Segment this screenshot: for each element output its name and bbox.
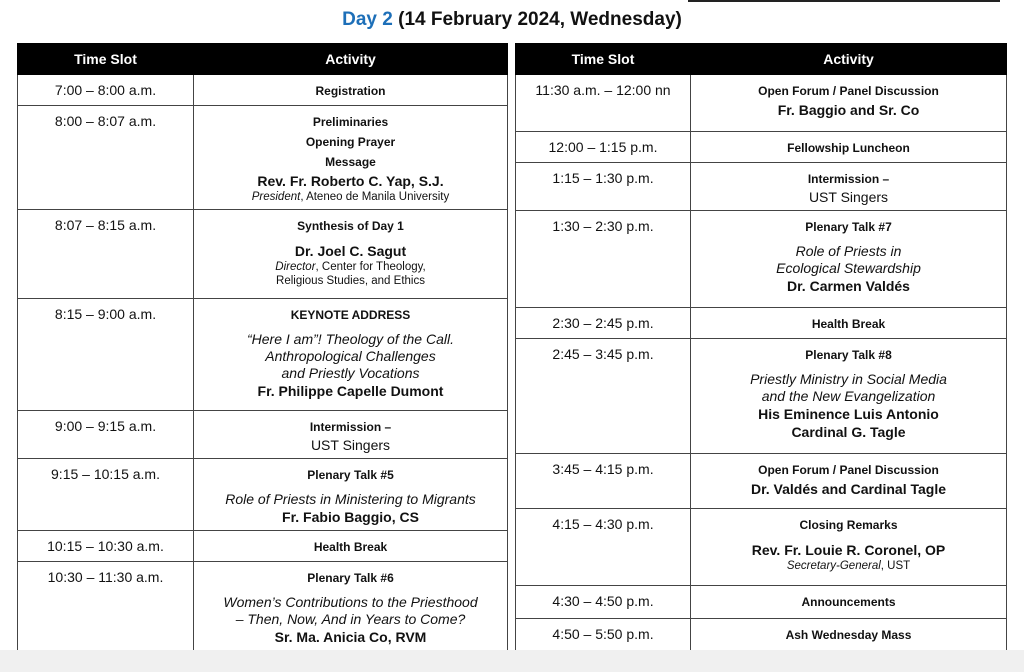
schedule-row <box>18 106 508 210</box>
talk-title: – Then, Now, And in Years to Come? <box>235 611 466 627</box>
time-slot-cell: 4:30 – 4:50 p.m. <box>516 586 691 619</box>
schedule-row <box>516 132 1007 163</box>
activity-cell <box>194 562 508 657</box>
time-slot-cell: 4:50 – 5:50 p.m. <box>516 619 691 653</box>
position-title: Secretary-General <box>786 560 881 572</box>
schedule-table-left <box>17 43 508 657</box>
speaker-name: Cardinal G. Tagle <box>791 424 906 440</box>
activity-label: KEYNOTE ADDRESS <box>290 308 411 322</box>
activity-label: Registration <box>315 84 386 98</box>
activity-cell <box>691 308 1007 339</box>
speaker-name: Sr. Ma. Anicia Co, RVM <box>274 629 427 645</box>
activity-label: Plenary Talk #5 <box>307 468 394 482</box>
speaker-name: Dr. Valdés and Cardinal Tagle <box>750 481 947 497</box>
activity-label: Closing Remarks <box>799 518 898 532</box>
activity-text: UST Singers <box>310 437 391 453</box>
activity-text: UST Singers <box>808 189 889 205</box>
date-label: (14 February 2024, Wednesday) <box>392 9 682 30</box>
activity-header: Activity <box>691 44 1007 75</box>
speaker-name: Rev. Fr. Louie R. Coronel, OP <box>751 542 946 558</box>
activity-label: Fellowship Luncheon <box>787 141 910 155</box>
affiliation-rest: , Ateneo de Manila University <box>300 191 450 203</box>
page-bottom-margin <box>0 650 1024 672</box>
time-slot-cell: 10:15 – 10:30 a.m. <box>18 531 194 562</box>
talk-title: Role of Priests in Ministering to Migrants <box>225 491 476 507</box>
activity-label: Intermission – <box>807 172 890 186</box>
talk-title: Women’s Contributions to the Priesthood <box>223 594 478 610</box>
schedule-row <box>18 299 508 411</box>
schedule-row <box>18 411 508 459</box>
position-title: President <box>251 191 301 203</box>
schedule-row <box>18 75 508 106</box>
activity-label: Open Forum / Panel Discussion <box>758 463 939 477</box>
affiliation-text <box>198 260 503 274</box>
schedule-row <box>516 586 1007 619</box>
time-slot-header: Time Slot <box>516 44 691 75</box>
activity-label: Health Break <box>313 540 388 554</box>
schedule-row <box>516 308 1007 339</box>
affiliation-rest: , Center for Theology, <box>315 261 426 273</box>
activity-cell <box>194 210 508 299</box>
activity-cell <box>194 411 508 459</box>
schedule-row <box>516 339 1007 454</box>
activity-cell <box>194 531 508 562</box>
activity-label: Preliminaries <box>312 115 389 129</box>
schedule-row <box>516 454 1007 509</box>
activity-cell <box>691 454 1007 509</box>
time-slot-cell: 8:00 – 8:07 a.m. <box>18 106 194 210</box>
schedule-row <box>18 459 508 531</box>
speaker-name: His Eminence Luis Antonio <box>758 406 939 422</box>
time-slot-cell: 3:45 – 4:15 p.m. <box>516 454 691 509</box>
position-title: Director <box>275 261 316 273</box>
activity-label: Announcements <box>801 595 896 609</box>
activity-label: Synthesis of Day 1 <box>297 219 404 233</box>
activity-cell <box>691 163 1007 211</box>
time-slot-cell: 11:30 a.m. – 12:00 nn <box>516 75 691 132</box>
schedule-row <box>516 619 1007 653</box>
talk-title: Role of Priests in <box>795 243 902 259</box>
activity-label: Plenary Talk #8 <box>805 348 892 362</box>
affiliation-rest: , UST <box>880 560 911 572</box>
time-slot-cell: 2:45 – 3:45 p.m. <box>516 339 691 454</box>
schedule-row <box>516 509 1007 586</box>
activity-label: Message <box>325 155 376 169</box>
activity-label: Health Break <box>811 317 886 331</box>
activity-label: Intermission – <box>309 420 392 434</box>
speaker-name: Fr. Baggio and Sr. Co <box>777 102 920 118</box>
schedule-row <box>516 211 1007 308</box>
activity-cell <box>691 132 1007 163</box>
schedule-row <box>516 163 1007 211</box>
time-slot-cell: 7:00 – 8:00 a.m. <box>18 75 194 106</box>
talk-title: Priestly Ministry in Social Media <box>750 371 947 387</box>
page-title <box>0 9 1024 31</box>
activity-cell <box>691 619 1007 653</box>
activity-cell <box>691 75 1007 132</box>
schedule-row <box>18 562 508 657</box>
time-slot-cell: 1:30 – 2:30 p.m. <box>516 211 691 308</box>
affiliation-text <box>198 190 503 204</box>
talk-title: and Priestly Vocations <box>281 365 420 381</box>
activity-cell <box>691 586 1007 619</box>
time-slot-cell: 8:15 – 9:00 a.m. <box>18 299 194 411</box>
talk-title: Anthropological Challenges <box>265 348 436 364</box>
activity-cell <box>691 509 1007 586</box>
schedule-table-right <box>515 43 1007 653</box>
speaker-name: Dr. Carmen Valdés <box>787 278 910 294</box>
activity-cell <box>194 75 508 106</box>
affiliation-rest: Religious Studies, and Ethics <box>276 275 425 287</box>
time-slot-cell: 10:30 – 11:30 a.m. <box>18 562 194 657</box>
activity-header: Activity <box>194 44 508 75</box>
activity-cell <box>194 106 508 210</box>
schedule-row <box>18 531 508 562</box>
top-rule <box>688 0 1000 2</box>
time-slot-cell: 9:15 – 10:15 a.m. <box>18 459 194 531</box>
talk-title: “Here I am”! Theology of the Call. <box>247 331 454 347</box>
day-label: Day 2 <box>342 9 393 30</box>
header-row <box>18 44 508 75</box>
header-row <box>516 44 1007 75</box>
time-slot-cell: 2:30 – 2:45 p.m. <box>516 308 691 339</box>
affiliation-text <box>198 274 503 288</box>
activity-label: Open Forum / Panel Discussion <box>758 84 939 98</box>
activity-label: Plenary Talk #7 <box>805 220 892 234</box>
activity-cell <box>194 459 508 531</box>
activity-label: Plenary Talk #6 <box>307 571 394 585</box>
talk-title: Ecological Stewardship <box>776 260 921 276</box>
activity-cell <box>691 211 1007 308</box>
activity-cell <box>691 339 1007 454</box>
activity-label: Ash Wednesday Mass <box>785 628 912 642</box>
affiliation-text <box>695 559 1002 573</box>
time-slot-cell: 8:07 – 8:15 a.m. <box>18 210 194 299</box>
activity-cell <box>194 299 508 411</box>
talk-title: and the New Evangelization <box>761 388 936 404</box>
schedule-row <box>18 210 508 299</box>
speaker-name: Fr. Fabio Baggio, CS <box>282 509 419 525</box>
activity-label: Opening Prayer <box>305 135 396 149</box>
time-slot-cell: 1:15 – 1:30 p.m. <box>516 163 691 211</box>
time-slot-cell: 4:15 – 4:30 p.m. <box>516 509 691 586</box>
time-slot-cell: 9:00 – 9:15 a.m. <box>18 411 194 459</box>
time-slot-header: Time Slot <box>18 44 194 75</box>
schedule-row <box>516 75 1007 132</box>
time-slot-cell: 12:00 – 1:15 p.m. <box>516 132 691 163</box>
speaker-name: Rev. Fr. Roberto C. Yap, S.J. <box>257 173 444 189</box>
speaker-name: Fr. Philippe Capelle Dumont <box>257 383 444 399</box>
speaker-name: Dr. Joel C. Sagut <box>294 243 407 259</box>
